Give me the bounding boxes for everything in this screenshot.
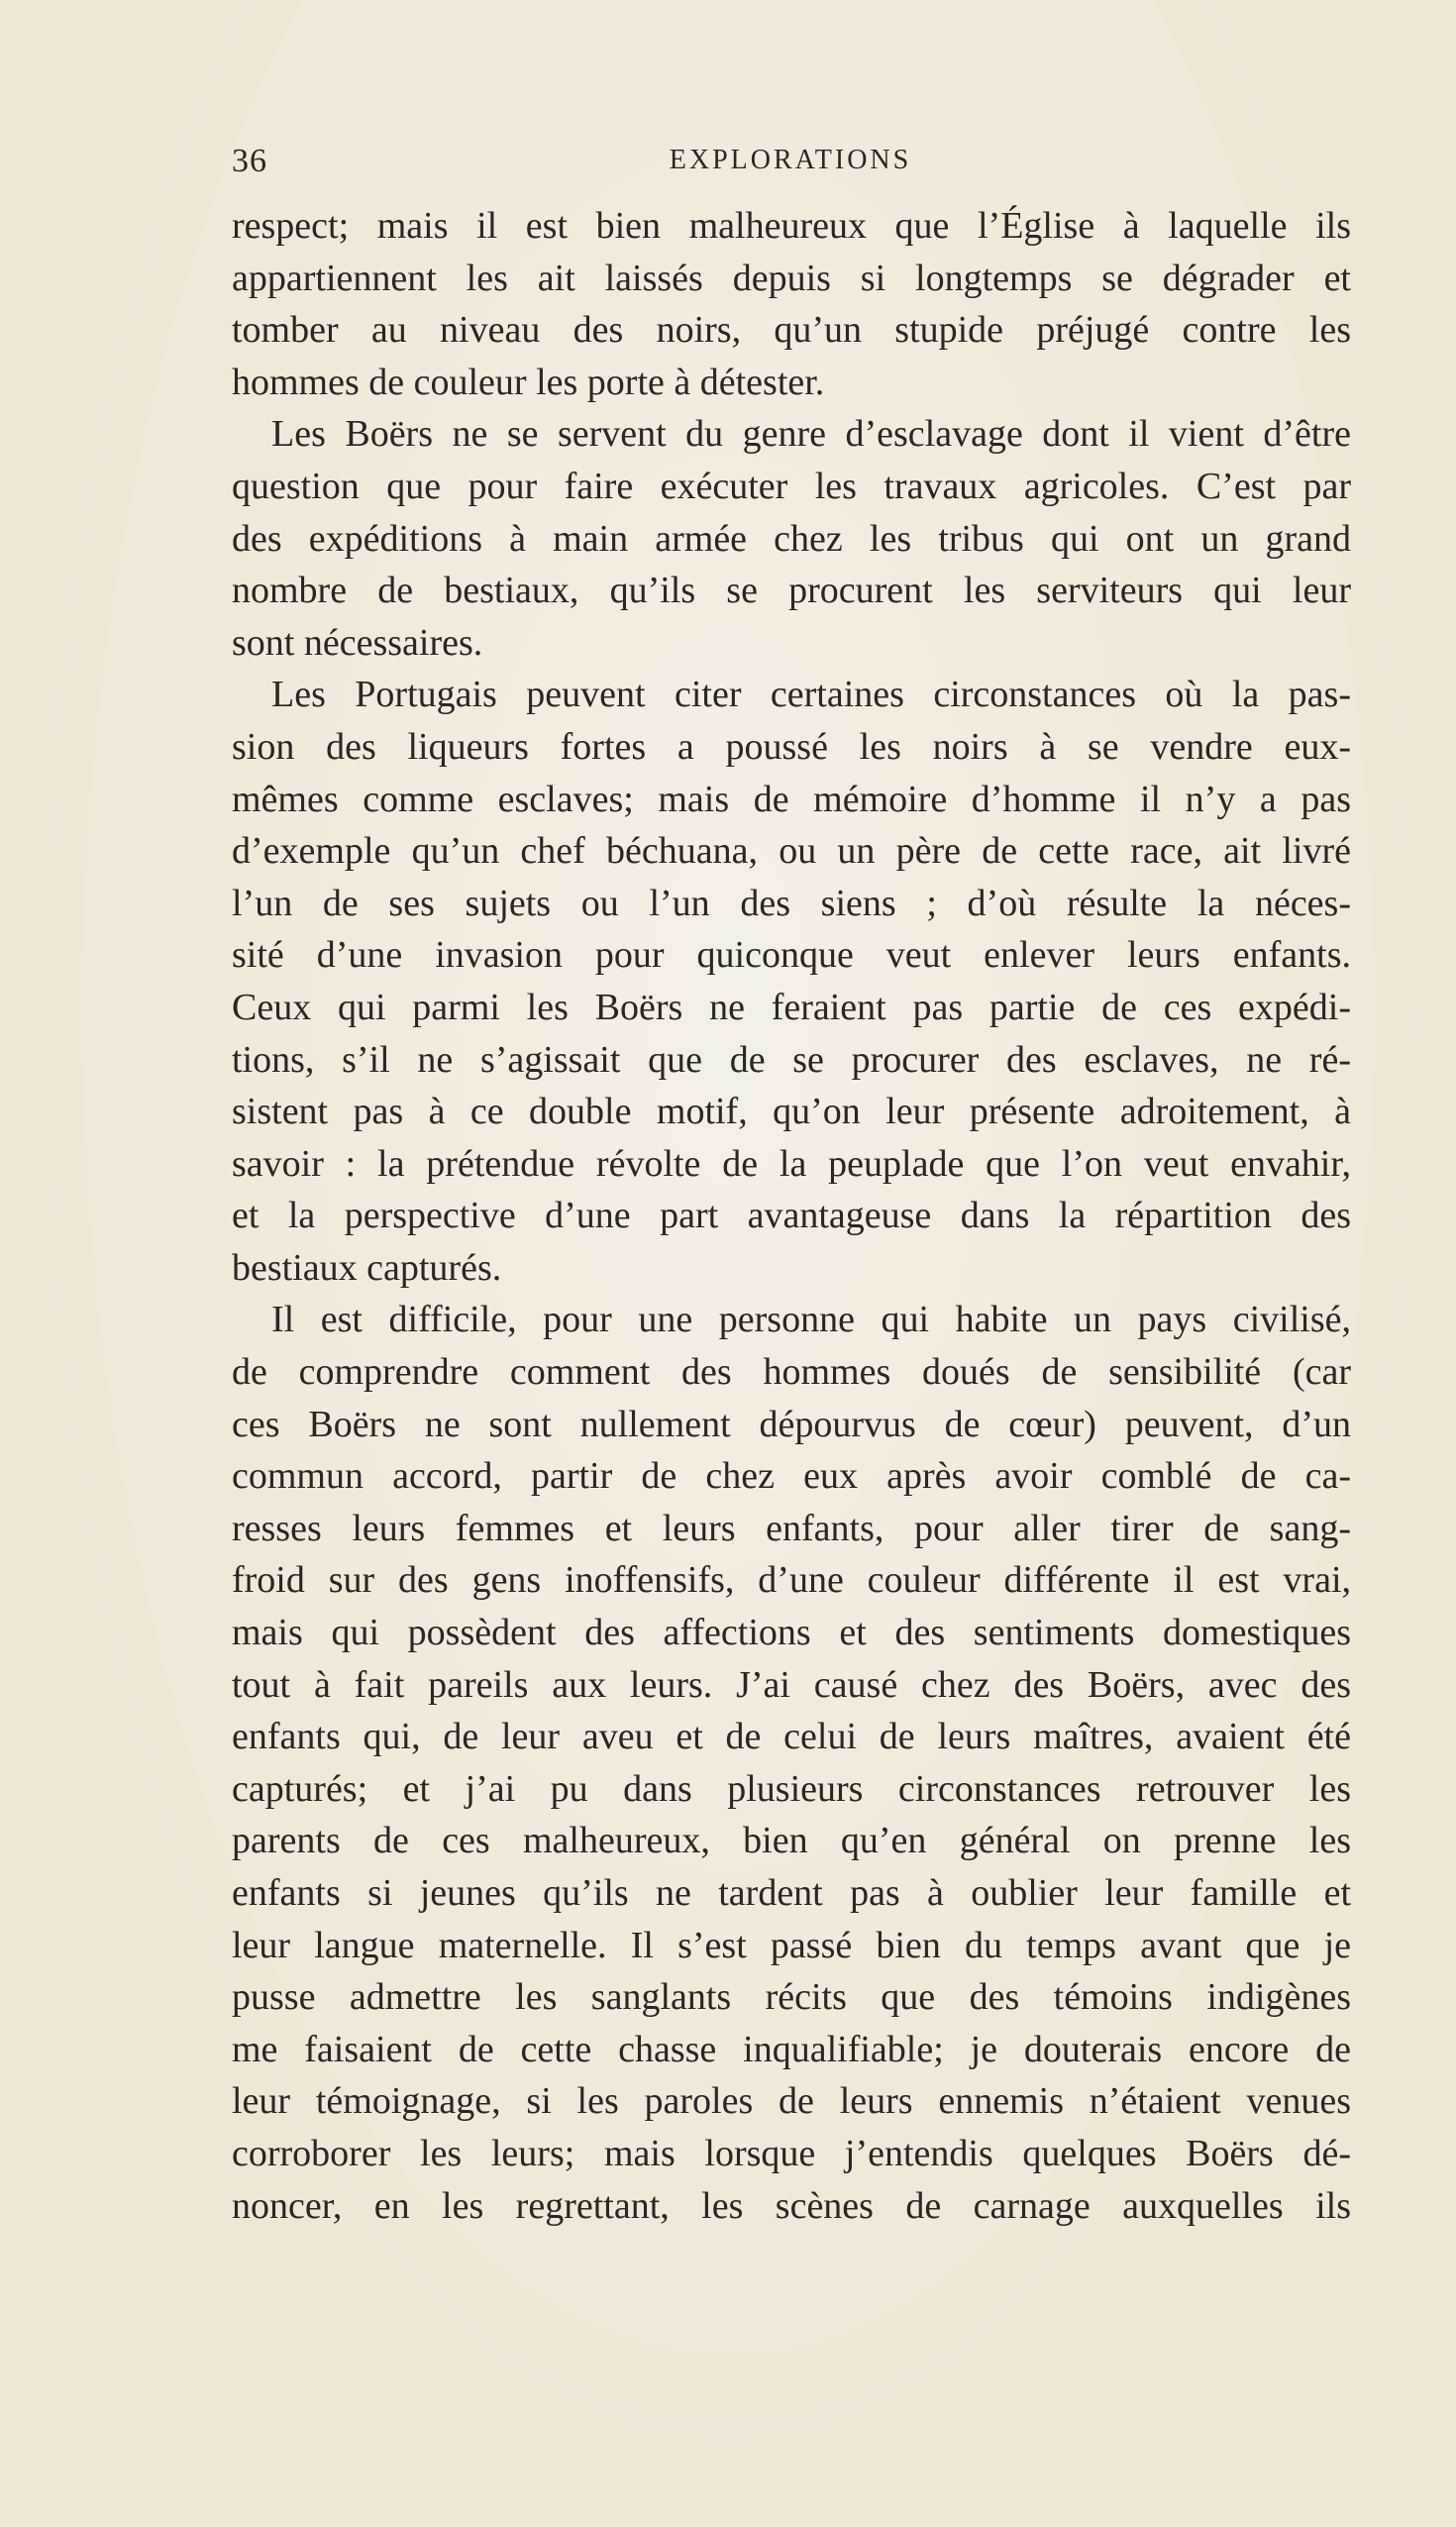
- text-line: question que pour faire exécuter les travaux agricoles. C’est par: [232, 465, 1351, 507]
- text-line: bestiaux capturés.: [232, 1246, 502, 1289]
- text-line: d’exemple qu’un chef béchuana, ou un père de cette race, ait livré: [232, 830, 1351, 873]
- text-line: sité d’une invasion pour quiconque veut enlever leurs enfants.: [232, 934, 1351, 977]
- text-line: froid sur des gens inoffensifs, d’une couleur différente il est vrai,: [232, 1559, 1351, 1602]
- text-line: Les Boërs ne se servent du genre d’esclavage dont il vient d’être: [271, 413, 1351, 456]
- text-line: leur langue maternelle. Il s’est passé bien du temps avant que je: [232, 1924, 1351, 1966]
- text-line: tout à fait pareils aux leurs. J’ai causé chez des Boërs, avec des: [232, 1663, 1351, 1706]
- text-line: de comprendre comment des hommes doués de sensibilité (car: [232, 1351, 1351, 1394]
- text-line: corroborer les leurs; mais lorsque j’entendis quelques Boërs dé-: [232, 2132, 1351, 2174]
- text-line: tomber au niveau des noirs, qu’un stupide préjugé contre les: [232, 309, 1351, 352]
- text-line: sistent pas à ce double motif, qu’on leur présente adroitement, à: [232, 1091, 1351, 1133]
- text-line: me faisaient de cette chasse inqualifiable; je douterais encore de: [232, 2028, 1351, 2070]
- text-line: mêmes comme esclaves; mais de mémoire d’homme il n’y a pas: [232, 778, 1351, 820]
- text-line: ces Boërs ne sont nullement dépourvus de cœur) peuvent, d’un: [232, 1403, 1351, 1445]
- text-line: sion des liqueurs fortes a poussé les noirs à se vendre eux-: [232, 725, 1351, 768]
- text-line: enfants si jeunes qu’ils ne tardent pas à oublier leur famille et: [232, 1872, 1351, 1914]
- text-line: respect; mais il est bien malheureux que l’Église à laquelle ils: [232, 205, 1351, 247]
- text-line: mais qui possèdent des affections et des sentiments domestiques: [232, 1612, 1351, 1654]
- text-line: enfants qui, de leur aveu et de celui de leurs maîtres, avaient été: [232, 1716, 1351, 1758]
- text-line: leur témoignage, si les paroles de leurs ennemis n’étaient venues: [232, 2080, 1351, 2123]
- text-line: appartiennent les ait laissés depuis si longtemps se dégrader et: [232, 257, 1351, 299]
- text-line: nombre de bestiaux, qu’ils se procurent les serviteurs qui leur: [232, 570, 1351, 612]
- text-line: noncer, en les regrettant, les scènes de carnage auxquelles ils: [232, 2184, 1351, 2227]
- text-line: tions, s’il ne s’agissait que de se procurer des esclaves, ne ré-: [232, 1038, 1351, 1081]
- page-number: 36: [232, 143, 267, 179]
- text-line: Il est difficile, pour une personne qui habite un pays civilisé,: [271, 1299, 1351, 1341]
- text-line: capturés; et j’ai pu dans plusieurs circonstances retrouver les: [232, 1767, 1351, 1810]
- running-head: [232, 143, 1349, 182]
- text-line: l’un de ses sujets ou l’un des siens ; d’où résulte la néces-: [232, 882, 1351, 924]
- running-title: EXPLORATIONS: [669, 145, 912, 175]
- text-line: pusse admettre les sanglants récits que des témoins indigènes: [232, 1976, 1351, 2019]
- text-line: Ceux qui parmi les Boërs ne feraient pas partie de ces expédi-: [232, 986, 1351, 1028]
- text-line: Les Portugais peuvent citer certaines circonstances où la pas-: [271, 674, 1351, 716]
- text-line: hommes de couleur les porte à détester.: [232, 361, 825, 403]
- text-line: commun accord, partir de chez eux après avoir comblé de ca-: [232, 1455, 1351, 1498]
- text-line: resses leurs femmes et leurs enfants, pour aller tirer de sang-: [232, 1507, 1351, 1549]
- text-line: savoir : la prétendue révolte de la peuplade que l’on veut envahir,: [232, 1142, 1351, 1185]
- text-line: parents de ces malheureux, bien qu’en général on prenne les: [232, 1820, 1351, 1862]
- text-line: sont nécessaires.: [232, 621, 483, 664]
- text-line: et la perspective d’une part avantageuse dans la répartition des: [232, 1195, 1351, 1237]
- text-line: des expéditions à main armée chez les tribus qui ont un grand: [232, 517, 1351, 560]
- body-text: [232, 200, 1351, 2232]
